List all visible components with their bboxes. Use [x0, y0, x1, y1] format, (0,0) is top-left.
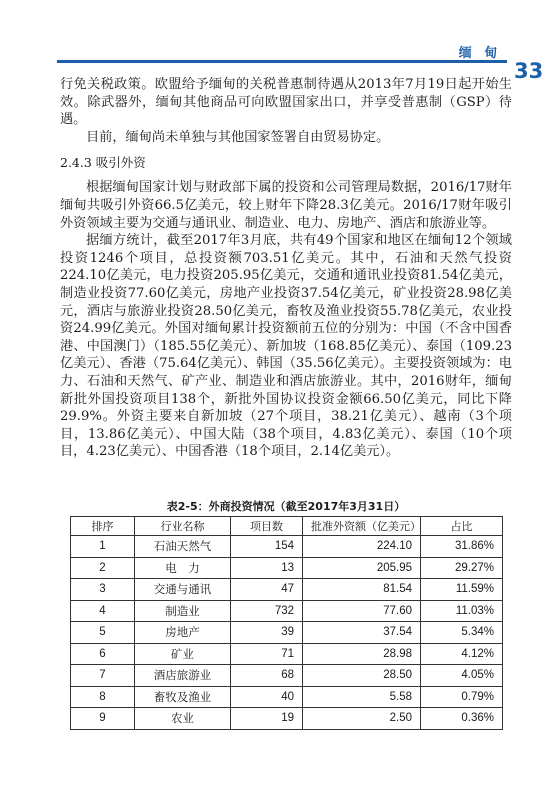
- cell-rank: 2: [71, 557, 135, 579]
- body-text: [60, 76, 512, 461]
- header-projects: 项目数: [231, 517, 303, 536]
- cell-projects: 40: [231, 686, 303, 708]
- cell-amount: 37.54: [303, 622, 421, 644]
- section-heading: 2.4.3 吸引外资: [60, 155, 146, 171]
- cell-share: 0.36%: [421, 708, 503, 730]
- paragraph-fdi-summary: 根据缅甸国家计划与财政部下属的投资和公司管理局数据，2016/17财年缅甸共吸引外资66.5亿美元，较上财年下降28.3亿美元。2016/17财年吸引外资领域主要为交通与通讯业、制造业、电力、房地产、酒店和旅游业等。: [60, 180, 512, 231]
- cell-projects: 13: [231, 557, 303, 579]
- header-rank: 排序: [71, 517, 135, 536]
- cell-share: 11.03%: [421, 600, 503, 622]
- cell-rank: 6: [71, 643, 135, 665]
- cell-share: 0.79%: [421, 686, 503, 708]
- cell-industry: 制造业: [135, 600, 231, 622]
- paragraph-gsp: 行免关税政策。欧盟给予缅甸的关税普惠制待遇从2013年7月19日起开始生效。除武器外，缅甸其他商品可向欧盟国家出口，并享受普惠制（GSP）待遇。: [60, 77, 512, 128]
- header-rule: [57, 60, 507, 63]
- fdi-table: [70, 516, 503, 730]
- cell-rank: 1: [71, 536, 135, 558]
- cell-projects: 68: [231, 665, 303, 687]
- cell-industry: 石油天然气: [135, 536, 231, 558]
- cell-amount: 77.60: [303, 600, 421, 622]
- paragraph-fdi-statistics: 据缅方统计，截至2017年3月底，共有49个国家和地区在缅甸12个领域投资1246个项目，总投资额703.51亿美元。其中，石油和天然气投资224.10亿美元，电力投资205.95亿美元，交通和通讯业投资81.54亿美元，制造业投资77.60亿美元，房地产业投资37.54亿美元，矿业投资28.98亿美元，酒店与旅游业投资28.50亿美元，畜牧及渔业投资55.78亿美元，农业投资24.99亿美元。外国对缅甸累计投资额前五位的分别为：中国（不含中国香港、中国澳门）（185.55亿美元）、新加坡（168.85亿美元）、泰国（109.23亿美元）、香港（75.64亿美元）、韩国（35.56亿美元）。主要投资领域为：电力、石油和天然气、矿产业、制造业和酒店旅游业。其中，2016财年，缅甸新批外国投资项目138个，新批外国协议投资金额66.50亿美元，同比下降29.9%。外资主要来自新加坡（27个项目，38.21亿美元）、越南（3个项目，13.86亿美元）、中国大陆（38个项目，4.83亿美元）、泰国（10个项目，4.23亿美元）、中国香港（18个项目，2.14亿美元）。: [60, 233, 512, 460]
- cell-projects: 732: [231, 600, 303, 622]
- cell-industry: 电 力: [135, 557, 231, 579]
- cell-industry: 酒店旅游业: [135, 665, 231, 687]
- table-row: [71, 665, 503, 687]
- cell-rank: 5: [71, 622, 135, 644]
- cell-industry: 房地产: [135, 622, 231, 644]
- table-row: [71, 579, 503, 601]
- cell-rank: 8: [71, 686, 135, 708]
- table-row: [71, 557, 503, 579]
- cell-share: 11.59%: [421, 579, 503, 601]
- cell-rank: 3: [71, 579, 135, 601]
- cell-share: 31.86%: [421, 536, 503, 558]
- table-row: [71, 686, 503, 708]
- table-row: [71, 708, 503, 730]
- page-number: 33: [514, 59, 544, 83]
- cell-projects: 71: [231, 643, 303, 665]
- header-industry: 行业名称: [135, 517, 231, 536]
- table-caption: 表2-5：外商投资情况（截至2017年3月31日）: [166, 500, 406, 513]
- cell-amount: 5.58: [303, 686, 421, 708]
- cell-amount: 81.54: [303, 579, 421, 601]
- cell-industry: 农业: [135, 708, 231, 730]
- cell-share: 4.12%: [421, 643, 503, 665]
- cell-projects: 19: [231, 708, 303, 730]
- cell-amount: 28.50: [303, 665, 421, 687]
- table-header-row: [71, 517, 503, 536]
- header-share: 占比: [421, 517, 503, 536]
- cell-rank: 9: [71, 708, 135, 730]
- cell-industry: 矿业: [135, 643, 231, 665]
- header-amount: 批准外资额（亿美元）: [303, 517, 421, 536]
- cell-projects: 39: [231, 622, 303, 644]
- cell-projects: 47: [231, 579, 303, 601]
- cell-amount: 224.10: [303, 536, 421, 558]
- cell-rank: 7: [71, 665, 135, 687]
- cell-industry: 畜牧及渔业: [135, 686, 231, 708]
- cell-amount: 28.98: [303, 643, 421, 665]
- cell-share: 29.27%: [421, 557, 503, 579]
- cell-amount: 2.50: [303, 708, 421, 730]
- table-row: [71, 536, 503, 558]
- table-row: [71, 622, 503, 644]
- cell-projects: 154: [231, 536, 303, 558]
- cell-rank: 4: [71, 600, 135, 622]
- cell-share: 5.34%: [421, 622, 503, 644]
- table-row: [71, 643, 503, 665]
- cell-share: 4.05%: [421, 665, 503, 687]
- cell-industry: 交通与通讯: [135, 579, 231, 601]
- table-row: [71, 600, 503, 622]
- running-header-title: 缅 甸: [458, 46, 502, 61]
- cell-amount: 205.95: [303, 557, 421, 579]
- paragraph-fta: 目前，缅甸尚未单独与其他国家签署自由贸易协定。: [86, 129, 390, 145]
